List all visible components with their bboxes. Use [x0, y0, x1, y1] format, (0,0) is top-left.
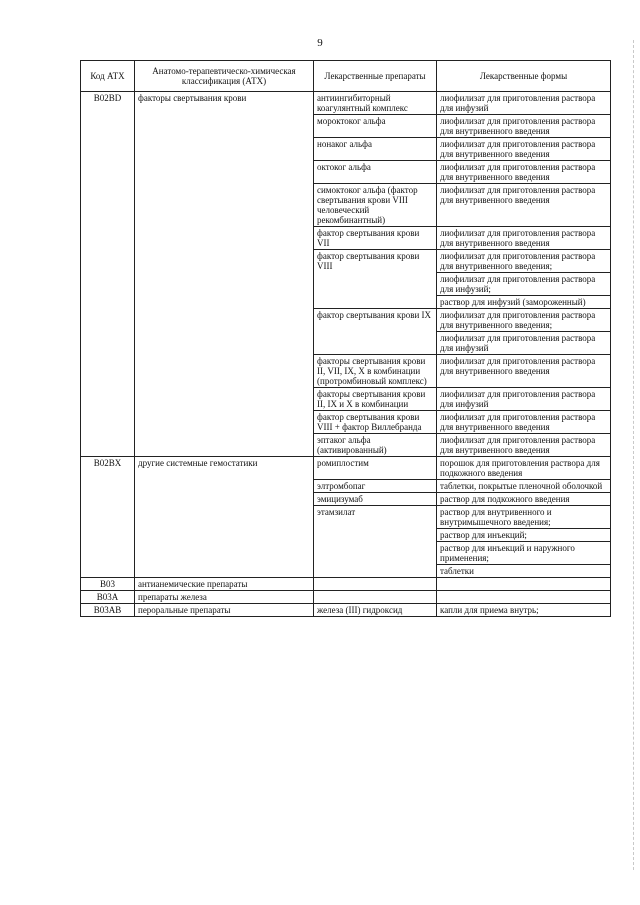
table-row [81, 457, 611, 480]
drug-form: лиофилизат для приготовления раствора для инфузий [437, 92, 611, 115]
table-row [81, 92, 611, 115]
drug-name: элтромбопаг [314, 480, 437, 493]
header-drugs: Лекарственные препараты [314, 61, 437, 92]
drug-form [437, 578, 611, 591]
drug-form: лиофилизат для приготовления раствора для внутривенного введения [437, 161, 611, 184]
drug-form: раствор для инъекций и наружного применения; [437, 542, 611, 565]
atx-table [80, 60, 611, 617]
drug-name: факторы свертывания крови II, VII, IX, X в комбинации (протромбиновый комплекс) [314, 355, 437, 388]
drug-name: ромиплостим [314, 457, 437, 480]
table-body [81, 92, 611, 617]
table-row [81, 578, 611, 591]
drug-form: лиофилизат для приготовления раствора для внутривенного введения [437, 355, 611, 388]
atx-code: B03 [81, 578, 135, 591]
atx-code: B03A [81, 591, 135, 604]
scan-edge-line [633, 40, 635, 870]
drug-name: железа (III) гидроксид [314, 604, 437, 617]
atx-group-name: другие системные гемостатики [135, 457, 314, 578]
drug-name: симоктоког альфа (фактор свертывания крови VIII человеческий рекомбинантный) [314, 184, 437, 227]
drug-name [314, 591, 437, 604]
drug-form: порошок для приготовления раствора для подкожного введения [437, 457, 611, 480]
drug-name: факторы свертывания крови II, IX и X в комбинации [314, 388, 437, 411]
header-classification: Анатомо-терапевтическо-химическая классификация (АТХ) [135, 61, 314, 92]
drug-form: таблетки [437, 565, 611, 578]
drug-form: раствор для инфузий (замороженный) [437, 296, 611, 309]
drug-name: мороктоког альфа [314, 115, 437, 138]
drug-form: лиофилизат для приготовления раствора для внутривенного введения [437, 434, 611, 457]
drug-name: фактор свертывания крови IX [314, 309, 437, 355]
atx-code: B03AB [81, 604, 135, 617]
atx-code: B02BX [81, 457, 135, 578]
atx-code: B02BD [81, 92, 135, 457]
atx-group-name: препараты железа [135, 591, 314, 604]
table-row [81, 591, 611, 604]
header-code: Код АТХ [81, 61, 135, 92]
atx-group-name: пероральные препараты [135, 604, 314, 617]
drug-name: фактор свертывания крови VII [314, 227, 437, 250]
page-number: 9 [317, 37, 323, 49]
table-header-row [81, 61, 611, 92]
drug-form: лиофилизат для приготовления раствора для внутривенного введения [437, 411, 611, 434]
drug-name: эмицизумаб [314, 493, 437, 506]
drug-name [314, 578, 437, 591]
atx-group-name: антианемические препараты [135, 578, 314, 591]
drug-form: раствор для подкожного введения [437, 493, 611, 506]
drug-form: лиофилизат для приготовления раствора для внутривенного введения; [437, 309, 611, 332]
drug-form: лиофилизат для приготовления раствора для внутривенного введения [437, 138, 611, 161]
drug-name: эптаког альфа (активированный) [314, 434, 437, 457]
drug-form: лиофилизат для приготовления раствора для внутривенного введения [437, 115, 611, 138]
drug-form: лиофилизат для приготовления раствора для инфузий [437, 388, 611, 411]
drug-name: фактор свертывания крови VIII + фактор Виллебранда [314, 411, 437, 434]
drug-form: лиофилизат для приготовления раствора для инфузий [437, 332, 611, 355]
drug-name: октоког альфа [314, 161, 437, 184]
drug-name: антиингибиторный коагулянтный комплекс [314, 92, 437, 115]
drug-form: таблетки, покрытые пленочной оболочкой [437, 480, 611, 493]
drug-name: фактор свертывания крови VIII [314, 250, 437, 309]
atx-group-name: факторы свертывания крови [135, 92, 314, 457]
drug-form [437, 591, 611, 604]
drug-name: нонаког альфа [314, 138, 437, 161]
drug-form: лиофилизат для приготовления раствора для внутривенного введения [437, 227, 611, 250]
drug-form: лиофилизат для приготовления раствора для внутривенного введения; [437, 250, 611, 273]
table-row [81, 604, 611, 617]
drug-name: этамзилат [314, 506, 437, 578]
drug-form: лиофилизат для приготовления раствора для внутривенного введения [437, 184, 611, 227]
drug-form: раствор для внутривенного и внутримышечного введения; [437, 506, 611, 529]
header-forms: Лекарственные формы [437, 61, 611, 92]
drug-form: капли для приема внутрь; [437, 604, 611, 617]
drug-form: лиофилизат для приготовления раствора для инфузий; [437, 273, 611, 296]
drug-form: раствор для инъекций; [437, 529, 611, 542]
